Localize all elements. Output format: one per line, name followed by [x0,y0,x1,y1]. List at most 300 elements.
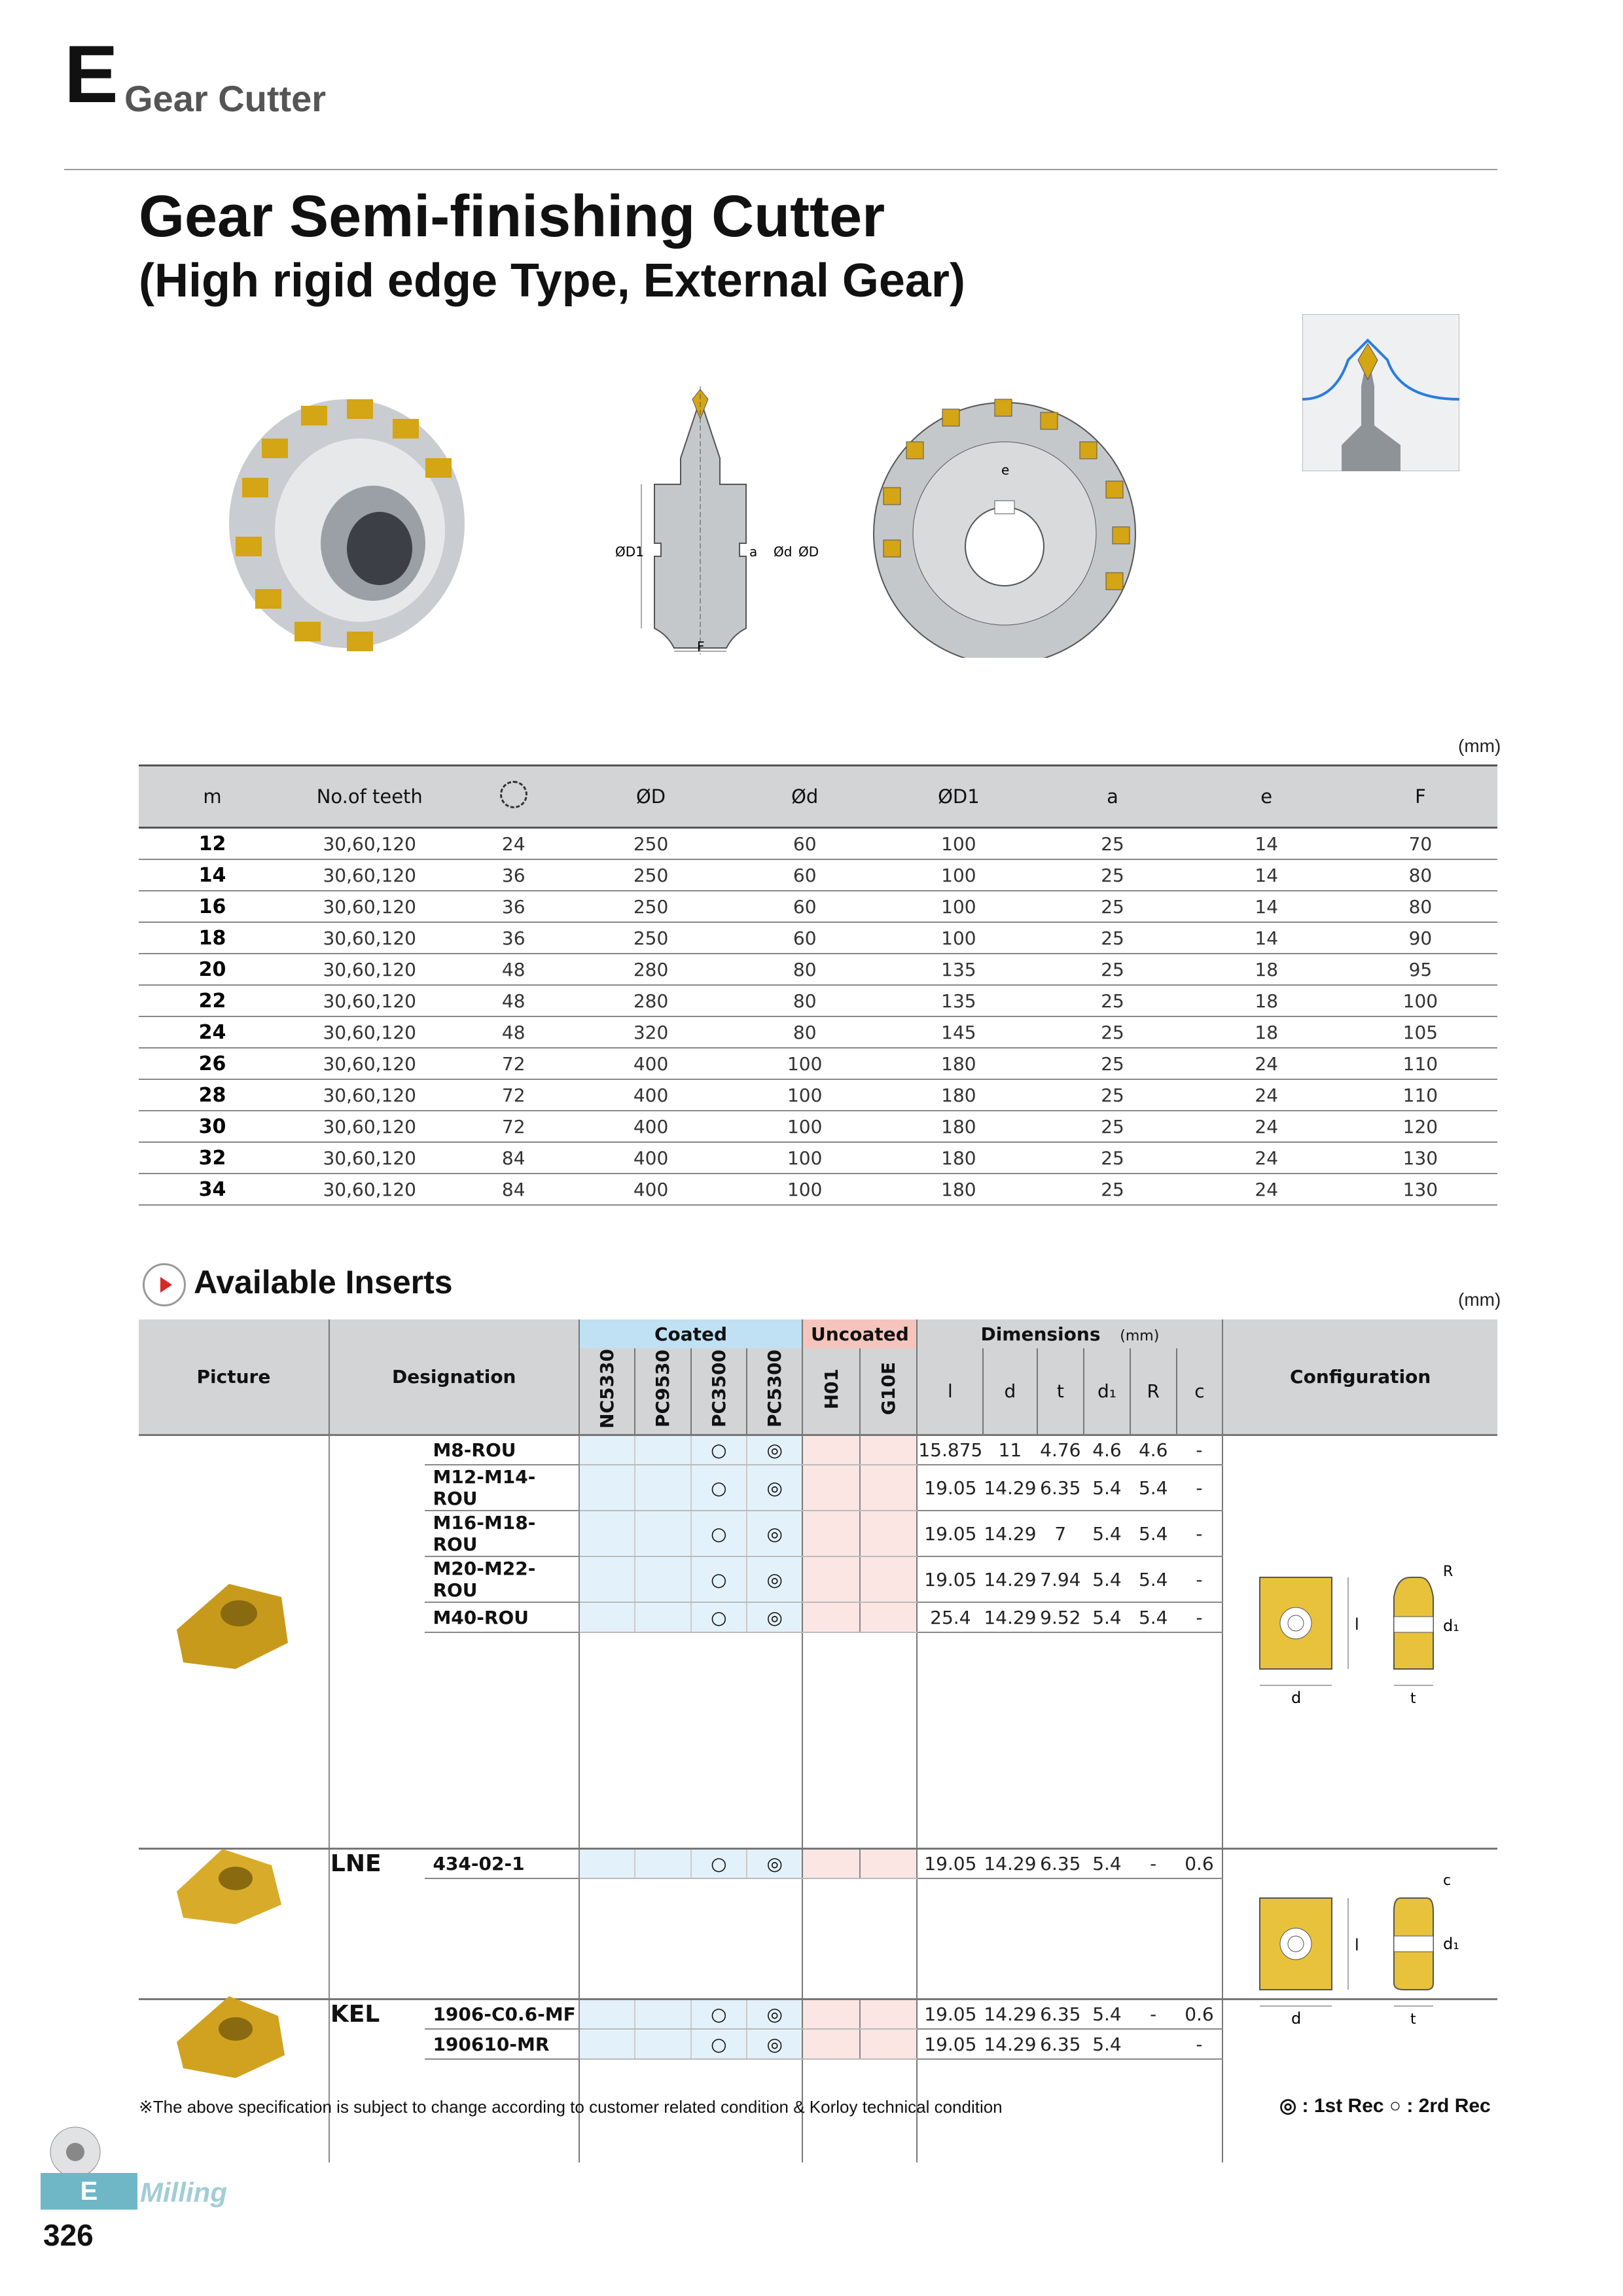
cutter-front-view-drawing [844,383,1165,658]
dimension-header: d [983,1348,1037,1435]
spec-cell: 100 [882,891,1035,922]
spec-cell: 25 [1035,891,1189,922]
spec-cell: 280 [574,954,728,985]
spec-row [139,985,1497,1016]
spec-row [139,1174,1497,1205]
dimension-value: 14.29 [983,1848,1037,1878]
insert-series-prefix: LNE [329,1848,425,1999]
spacer-cell [747,1632,802,1848]
spec-cell: 24 [1190,1142,1344,1174]
grade-mark: ○ [691,1848,747,1878]
spec-cell: 25 [1035,1142,1189,1174]
spec-cell: 60 [728,922,882,954]
label-d1: ØD1 [615,544,644,560]
spec-cell: 400 [574,1048,728,1079]
grade-mark: ◎ [747,1602,802,1632]
insert-series-prefix [329,1435,425,1848]
grade-header [860,1348,917,1435]
spec-cell: 30,60,120 [286,985,453,1016]
module-cell: 12 [139,828,286,860]
dimension-value: - [1130,1999,1177,2029]
grade-mark: ◎ [747,1465,802,1511]
dimension-value: 14.29 [983,1556,1037,1602]
dimension-header: d₁ [1084,1348,1130,1435]
grade-mark: ○ [691,1999,747,2029]
grade-mark: ○ [691,1465,747,1511]
spec-cell: 30,60,120 [286,859,453,891]
insert-designation: M8-ROU [425,1435,579,1465]
grade-mark: ○ [691,1602,747,1632]
spec-cell: 14 [1190,828,1344,860]
spec-cell: 24 [453,828,573,860]
module-cell: 22 [139,985,286,1016]
spec-cell: 18 [1190,1016,1344,1048]
spec-cell: 24 [1190,1174,1344,1205]
config-label-R: R [1443,1564,1454,1580]
grade-mark [802,1999,859,2029]
spacer-cell [635,1878,690,1999]
spec-cell: 30,60,120 [286,828,453,860]
spec-cell: 25 [1035,1111,1189,1142]
insert-series-prefix: KEL [329,1999,425,2162]
grade-mark [860,1511,917,1556]
spec-cell: 180 [882,1142,1035,1174]
module-cell: 24 [139,1016,286,1048]
spec-cell: 18 [1190,954,1344,985]
spec-cell: 135 [882,985,1035,1016]
dimension-value: 5.4 [1084,1465,1130,1511]
spacer-cell [917,1632,1222,1848]
label-d: Ød [774,544,793,560]
grade-mark [802,1848,859,1878]
grade-mark: ◎ [747,1999,802,2029]
spec-cell: 30,60,120 [286,891,453,922]
spec-cell: 100 [882,859,1035,891]
spec-cell: 30,60,120 [286,1016,453,1048]
config2-label-d1: d₁ [1443,1935,1459,1953]
spec-cell: 25 [1035,828,1189,860]
spec-cell: 100 [728,1174,882,1205]
insert-kel-photo [157,1970,308,2088]
insert-designation: M20-M22-ROU [425,1556,579,1602]
inserts-unit: (mm) [1458,1289,1501,1310]
grade-mark [635,1999,690,2029]
spec-cell: 60 [728,891,882,922]
spec-cell: 250 [574,828,728,860]
grade-mark [635,1465,690,1511]
insert-designation: M40-ROU [425,1602,579,1632]
cutter-thumbnail-icon [39,2121,111,2179]
spec-cell: 25 [1035,1048,1189,1079]
grade-mark [860,1602,917,1632]
spec-cell: 120 [1344,1111,1497,1142]
dimension-value: 25.4 [917,1602,983,1632]
spec-row [139,1016,1497,1048]
dimension-value: 14.29 [983,1602,1037,1632]
grade-label: NC5330 [596,1349,618,1429]
grade-mark: ◎ [747,2029,802,2059]
spec-cell: 25 [1035,922,1189,954]
spec-cell: 100 [728,1079,882,1111]
dimension-value: 15.875 [917,1435,983,1465]
spec-cell: 95 [1344,954,1497,985]
grade-mark: ◎ [747,1435,802,1465]
grade-mark [802,1465,859,1511]
play-bullet-icon [143,1263,186,1306]
spec-cell: 180 [882,1174,1035,1205]
grade-mark [579,1848,635,1878]
recommendation-legend: ◎ : 1st Rec ○ : 2rd Rec [1279,2095,1491,2117]
dimension-value: 14.29 [983,1465,1037,1511]
spec-cell: 36 [453,922,573,954]
spec-cell: 30,60,120 [286,1079,453,1111]
spec-cell: 400 [574,1111,728,1142]
col-insert-count [453,766,573,828]
spacer-cell [579,1878,635,1999]
col-picture: Picture [139,1319,329,1435]
dimension-value: - [1177,1602,1223,1632]
dimension-header: c [1177,1348,1223,1435]
dimension-value: 6.35 [1037,1848,1084,1878]
spacer-cell [860,1632,917,1848]
spec-cell: 36 [453,859,573,891]
spec-cell: 36 [453,891,573,922]
footnote: ※The above specification is subject to change according to customer related condition & Korloy technical condition [139,2097,1003,2117]
spec-cell: 30,60,120 [286,954,453,985]
spec-cell: 14 [1190,891,1344,922]
config-label-l: l [1355,1615,1359,1634]
grade-mark [635,1511,690,1556]
spec-cell: 250 [574,922,728,954]
grade-mark [635,1848,690,1878]
spec-cell: 100 [728,1142,882,1174]
spec-cell: 280 [574,985,728,1016]
col-e: e [1190,766,1344,828]
spec-cell: 180 [882,1079,1035,1111]
grade-header [691,1348,747,1435]
page-number: 326 [43,2218,94,2252]
spec-cell: 60 [728,828,882,860]
col-D1: ØD1 [882,766,1035,828]
spec-cell: 25 [1035,1016,1189,1048]
dimension-value: 14.29 [983,1511,1037,1556]
grade-mark: ○ [691,1556,747,1602]
label-a: a [749,544,758,560]
grade-mark: ○ [691,2029,747,2059]
grade-header [635,1348,690,1435]
spec-cell: 25 [1035,859,1189,891]
grade-mark: ○ [691,1511,747,1556]
spec-cell: 100 [728,1048,882,1079]
spec-row [139,922,1497,954]
spec-cell: 80 [728,985,882,1016]
page-subtitle: (High rigid edge Type, External Gear) [139,255,965,307]
col-D: ØD [574,766,728,828]
dimension-value: 5.4 [1084,2029,1130,2059]
spec-cell: 25 [1035,1174,1189,1205]
grade-mark [860,1556,917,1602]
dimension-value: - [1177,1511,1223,1556]
spec-cell: 130 [1344,1174,1497,1205]
dimension-value: - [1177,1556,1223,1602]
spec-cell: 14 [1190,859,1344,891]
section-footer-label: Milling [140,2177,227,2208]
grade-mark [635,1435,690,1465]
spacer-cell [691,1878,747,1999]
spec-cell: 48 [453,985,573,1016]
dimension-value: 5.4 [1084,1556,1130,1602]
gear-insert-count-icon [500,781,527,808]
spec-cell: 72 [453,1048,573,1079]
spec-cell: 14 [1190,922,1344,954]
insert-rou-photo [157,1558,308,1682]
grade-header [579,1348,635,1435]
spec-cell: 30,60,120 [286,1142,453,1174]
grade-mark [860,1999,917,2029]
spec-cell: 80 [1344,891,1497,922]
module-cell: 16 [139,891,286,922]
insert-designation: 434-02-1 [425,1848,579,1878]
dimension-value: 19.05 [917,1999,983,2029]
dimension-value: 19.05 [917,2029,983,2059]
dimension-value: 4.76 [1037,1435,1084,1465]
spec-cell: 70 [1344,828,1497,860]
config-kel-drawing [1247,1859,1482,2042]
dimensions-unit: (mm) [1120,1327,1160,1344]
spec-cell: 90 [1344,922,1497,954]
label-D: ØD [798,544,819,560]
dimension-value: 5.4 [1130,1602,1177,1632]
grade-mark [579,1602,635,1632]
grade-mark [860,1435,917,1465]
config2-label-d: d [1291,2009,1302,2028]
spec-cell: 84 [453,1142,573,1174]
cutter-photo [216,380,478,655]
grade-mark [579,1999,635,2029]
dimension-value: 6.35 [1037,1465,1084,1511]
config-rou-drawing [1247,1564,1482,1721]
section-tab[interactable]: E [41,2173,137,2210]
grade-header [747,1348,802,1435]
spec-cell: 18 [1190,985,1344,1016]
col-F: F [1344,766,1497,828]
spec-cell: 250 [574,891,728,922]
spec-cell: 24 [1190,1048,1344,1079]
grade-mark [802,1511,859,1556]
dimension-value: 4.6 [1084,1435,1130,1465]
insert-designation: M12-M14-ROU [425,1465,579,1511]
spacer-cell [802,1632,859,1848]
grade-mark: ◎ [747,1511,802,1556]
grade-mark [579,1511,635,1556]
module-cell: 20 [139,954,286,985]
spacer-cell [635,1632,690,1848]
grade-mark [635,1556,690,1602]
dimension-value: 5.4 [1130,1556,1177,1602]
group-coated: Coated [579,1319,803,1348]
module-cell: 32 [139,1142,286,1174]
module-cell: 34 [139,1174,286,1205]
spec-table [139,764,1497,1206]
section-name: Gear Cutter [124,78,327,119]
insert-row [139,1435,1497,1465]
grade-label: PC3500 [707,1350,730,1428]
grade-label: PC9530 [652,1350,674,1428]
dimensions-label: Dimensions [980,1323,1101,1345]
spec-cell: 110 [1344,1048,1497,1079]
label-F: F [697,639,705,655]
inserts-title: Available Inserts [194,1264,453,1300]
spec-cell: 25 [1035,954,1189,985]
grade-mark [579,2029,635,2059]
cutter-cross-section-drawing [602,386,838,661]
spec-row [139,1079,1497,1111]
grade-label: H01 [820,1368,842,1410]
dimension-value: - [1177,1465,1223,1511]
dimension-value: 5.4 [1130,1511,1177,1556]
profile-inset-drawing [1302,314,1459,471]
spec-cell: 24 [1190,1079,1344,1111]
col-m: m [139,766,286,828]
spacer-cell [747,1878,802,1999]
spec-cell: 24 [1190,1111,1344,1142]
dimension-value: 7 [1037,1511,1084,1556]
dimension-value: 19.05 [917,1511,983,1556]
spec-row [139,1048,1497,1079]
dimension-value: 0.6 [1177,1848,1223,1878]
dimension-header: l [917,1348,983,1435]
grade-mark [579,1465,635,1511]
dimension-value: 6.35 [1037,2029,1084,2059]
dimension-value: - [1177,1435,1223,1465]
col-designation: Designation [329,1319,579,1435]
grade-mark [802,1556,859,1602]
spec-cell: 250 [574,859,728,891]
dimension-value: 14.29 [983,2029,1037,2059]
config-label-t: t [1410,1691,1416,1707]
spec-cell: 48 [453,954,573,985]
dimension-value: 11 [983,1435,1037,1465]
spec-row [139,954,1497,985]
grade-mark [579,1435,635,1465]
grade-mark [802,2029,859,2059]
dimension-value: 6.35 [1037,1999,1084,2029]
spec-cell: 135 [882,954,1035,985]
spec-cell: 400 [574,1174,728,1205]
spec-cell: 25 [1035,1079,1189,1111]
dimension-value: 5.4 [1084,1511,1130,1556]
spec-cell: 130 [1344,1142,1497,1174]
spec-row [139,828,1497,860]
spec-cell: 180 [882,1111,1035,1142]
spec-cell: 48 [453,1016,573,1048]
label-e: e [1001,462,1010,478]
spacer-cell [691,1632,747,1848]
grade-mark [860,1465,917,1511]
config2-label-l: l [1355,1936,1359,1954]
spec-cell: 105 [1344,1016,1497,1048]
header-divider [64,169,1497,170]
spec-cell: 100 [882,828,1035,860]
module-cell: 18 [139,922,286,954]
spec-cell: 110 [1344,1079,1497,1111]
dimension-value: - [1130,1848,1177,1878]
dimension-header: t [1037,1348,1084,1435]
insert-lne-photo [157,1820,308,1937]
col-a: a [1035,766,1189,828]
module-cell: 30 [139,1111,286,1142]
spacer-cell [860,1878,917,1999]
spec-cell: 180 [882,1048,1035,1079]
spec-cell: 400 [574,1079,728,1111]
grade-header [802,1348,859,1435]
grade-mark: ◎ [747,1848,802,1878]
spec-cell: 30,60,120 [286,1174,453,1205]
spec-row [139,1142,1497,1174]
config-label-d: d [1291,1689,1302,1707]
grade-mark [635,1602,690,1632]
spec-cell: 72 [453,1111,573,1142]
dimension-value: 19.05 [917,1465,983,1511]
dimension-header: R [1130,1348,1177,1435]
grade-label: G10E [878,1362,900,1416]
spec-cell: 80 [1344,859,1497,891]
config2-label-t: t [1410,2011,1416,2028]
group-dimensions [917,1319,1222,1348]
spec-row [139,859,1497,891]
section-letter: E [64,29,118,120]
spacer-cell [802,1878,859,1999]
col-d: Ød [728,766,882,828]
config2-label-c: c [1443,1873,1452,1889]
col-teeth: No.of teeth [286,766,453,828]
spec-cell: 30,60,120 [286,1111,453,1142]
spec-cell: 84 [453,1174,573,1205]
spec-cell: 100 [728,1111,882,1142]
spec-cell: 145 [882,1016,1035,1048]
spec-row [139,891,1497,922]
spec-unit: (mm) [1458,736,1501,756]
spec-cell: 100 [1344,985,1497,1016]
spec-cell: 320 [574,1016,728,1048]
spec-cell: 30,60,120 [286,1048,453,1079]
insert-designation: M16-M18-ROU [425,1511,579,1556]
spacer-cell [425,1878,579,1999]
dimension-value: 14.29 [983,1999,1037,2029]
dimension-value [1130,2029,1177,2059]
spec-cell: 30,60,120 [286,922,453,954]
insert-designation: 190610-MR [425,2029,579,2059]
grade-mark [860,1848,917,1878]
group-uncoated: Uncoated [802,1319,917,1348]
dimension-value: 4.6 [1130,1435,1177,1465]
spec-cell: 60 [728,859,882,891]
spec-cell: 72 [453,1079,573,1111]
dimension-value: 0.6 [1177,1999,1223,2029]
dimension-value: 19.05 [917,1848,983,1878]
config-label-d1: d₁ [1443,1617,1459,1635]
col-configuration: Configuration [1222,1319,1497,1435]
spacer-cell [917,1878,1222,1999]
dimension-value: 7.94 [1037,1556,1084,1602]
spec-cell: 400 [574,1142,728,1174]
dimension-value: 19.05 [917,1556,983,1602]
spec-cell: 80 [728,1016,882,1048]
module-cell: 26 [139,1048,286,1079]
page-title: Gear Semi-finishing Cutter [139,184,885,249]
dimension-value: 5.4 [1130,1465,1177,1511]
grade-label: PC5300 [764,1350,786,1428]
